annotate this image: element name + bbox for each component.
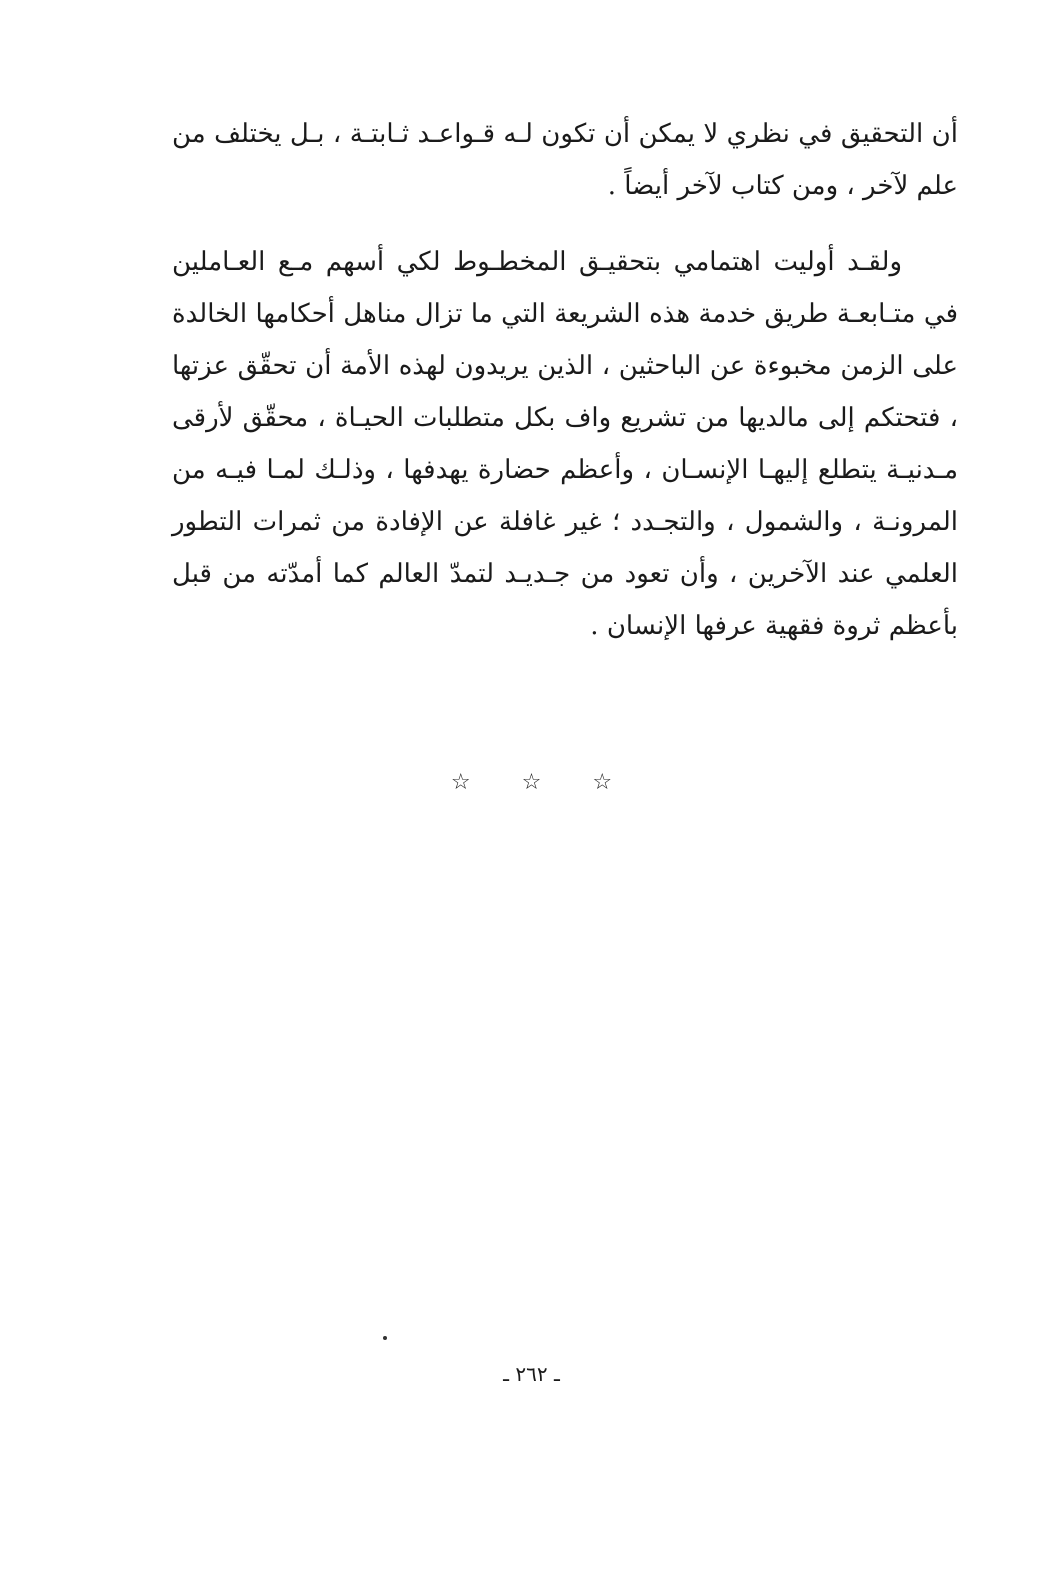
star-icon: ☆ [521,770,542,795]
paragraph-1: أن التحقيق في نظري لا يمكن أن تكون لـه قـواعـد ثـابتـة ، بـل يختلف من علم لآخر ، ومن كتاب لآخر أيضاً . [172,119,958,201]
paragraph-2: ولقـد أوليت اهتمامي بتحقيـق المخطـوط لكي أسهم مـع العـاملين في متـابعـة طريق خدمة هذه الشريعة التي ما تزال مناهل أحكامها الخالدة على الزمن مخبوءة عن الباحثين ، الذين يريدون لهذه الأمة أن تحقّق عزتها ، فتحتكم إلى مالديها من تشريع واف بكل متطلبات الحيـاة ، محقّق لأرقى مـدنيـة يتطلع إليهـا الإنسـان ، وأعظم حضارة يهدفها ، وذلـك لمـا فيـه من المرونـة ، والشمول ، والتجـدد ؛ غير غافلة عن الإفادة من ثمرات التطور العلمي عند الآخرين ، وأن تعود من جـديـد لتمدّ العالم كما أمدّته من قبل بأعظم ثروة فقهية عرفها الإنسان . [172,247,958,641]
star-icon: ☆ [450,770,471,795]
star-icon: ☆ [592,770,613,795]
ink-speck [383,1336,387,1340]
section-divider [0,770,1063,795]
page-number: ـ ٢٦٢ ـ [503,1362,560,1386]
